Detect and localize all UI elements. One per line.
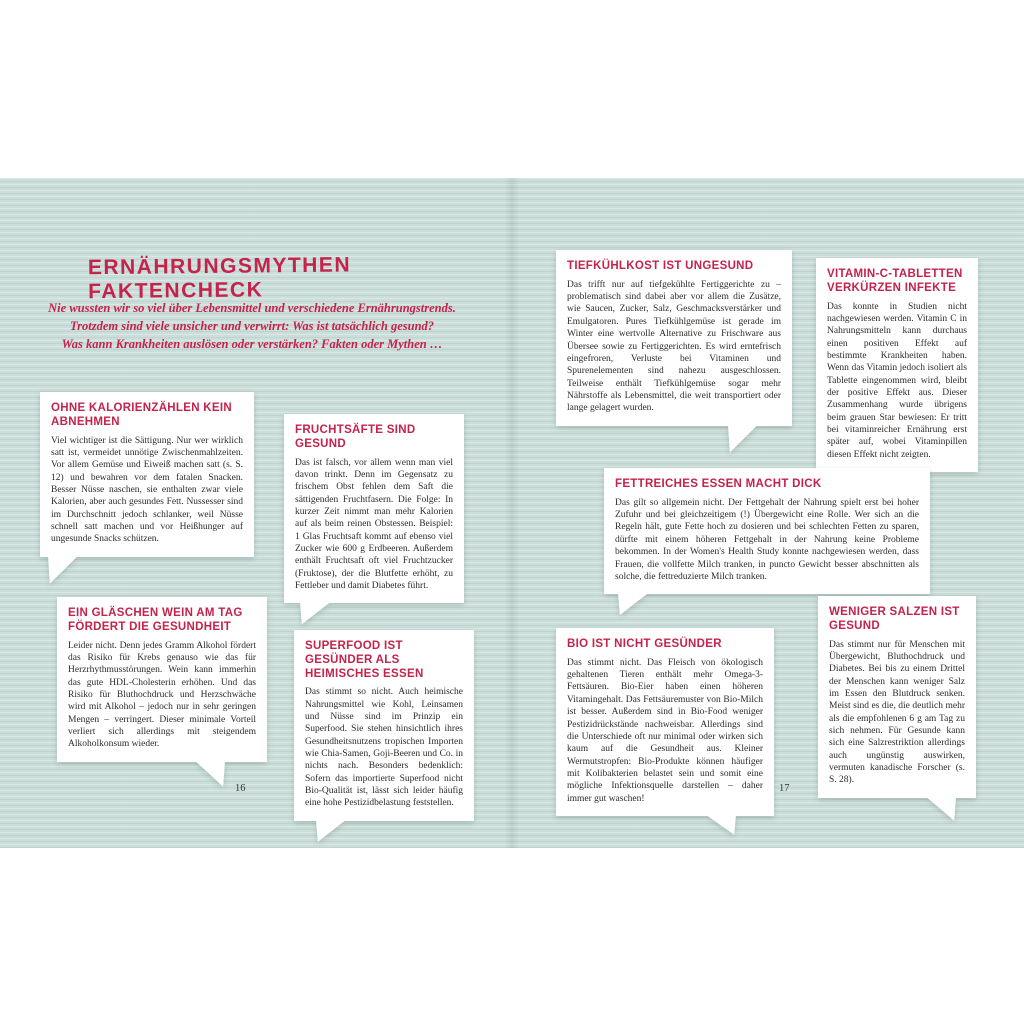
myth-title: FRUCHTSÄFTE SIND GESUND [295,424,416,450]
myth-title: EIN GLÄSCHEN WEIN AM TAG FÖRDERT DIE GESUNDHEIT [68,607,243,633]
myth-body: Viel wichtiger ist die Sättigung. Nur wer wirklich satt ist, vermeidet unnötige Zwischenmahlzeiten. Vor allem Gemüse und Eiweiß machen satt (s. S. 12) und bewahren vor dem fatalen Snacken. Besser Nüsse naschen, sie enthalten zwar viele Kalorien, aber auch gesundes Fett. Nussesser sind im Durchschnitt jedoch schlanker, weil Nüsse schnell satt machen und vor Heißhunger auf ungesunde Snacks schützen. [51,435,243,545]
bubble-fruchtsaefte [284,414,464,603]
bubble-glaeschen-wein [57,597,267,762]
bubble-ohne-kalorienzaehlen [40,392,254,557]
myth-body: Leider nicht. Denn jedes Gramm Alkohol fördert das Risiko für Krebs genauso wie das für Herzrhythmusstörungen. Wein kann immerhin das gute HDL-Cholesterin erhöhen. Und das Risiko für Bluthochdruck und Herzschwäche wird mit Alkohol – jedoch nur in sehr geringen Mengen – verringert. Dieser minimale Vorteil verliert sich allerdings mit steigendem Alkoholkonsum wieder. [68,640,256,750]
myth-body: Das konnte in Studien nicht nachgewiesen werden. Vitamin C in Nahrungsmitteln kann durchaus einen positiven Effekt auf bestimmte Krankheiten haben. Wenn das Vitamin jedoch isoliert als Tablette eingenommen wird, bleibt der positive Effekt aus. Dieser Zusammenhang wurde übrigens beim grauen Star bewiesen: Er tritt bei vitaminreicher Ernährung erst später auf, wobei Vitaminpillen diesen Effekt nicht zeigten. [827,301,967,460]
bubble-vitamin-c-tabletten [816,258,978,472]
page-title: ERNÄHRUNGSMYTHEN FAKTENCHECK [87,253,352,304]
myth-body: Das trifft nur auf tiefgekühlte Fertiggerichte zu – problematisch sind dabei aber vor allem die Zusätze, wie Saucen, Zucker, Salz, Geschmacksverstärker und Emulgatoren. Pures Tiefkühlgemüse ist gerade im Winter eine wertvolle Alternative zu Frischware aus Übersee sowie zu Fertiggerichten. Es wird erntefrisch eingefroren, Verluste bei Vitaminen und Spurenelementen sind nahezu ausgeschlossen. Teilweise enthält Tiefkühlgemüse sogar mehr Nährstoffe als Lebensmittel, die weit transportiert oder lange gelagert wurden. [567,279,781,414]
bubble-fettreiches-essen [604,468,930,594]
bubble-weniger-salzen [818,596,976,798]
intro-text [42,300,462,353]
myth-title: SUPERFOOD IST GESÜNDER ALS HEIMISCHES ESSEN [305,640,424,680]
bubble-superfood [294,630,474,821]
myth-body: Das gilt so allgemein nicht. Der Fettgehalt der Nahrung spielt erst bei hoher Zufuhr und bei gleichzeitigem (!) Übergewicht eine Rolle. Wer sich an die Regeln hält, gute Fette hoch zu dosieren und bei schlechten Fetten zu sparen, dürfte mit einem höheren Fettgehalt in der Nahrung keine Probleme bekommen. In der Women's Health Study konnte nachgewiesen werden, dass Frauen, die vollfette Milch tranken, in puncto Gewicht besser abschnitten als solche, die fettreduzierte Milch tranken. [615,497,919,582]
myth-title: TIEFKÜHLKOST IST UNGESUND [567,260,754,272]
myth-body: Das stimmt so nicht. Auch heimische Nahrungsmittel wie Kohl, Leinsamen und Nüsse sind im Prinzip ein Superfood. Sie stehen hinsichtlich ihres Gesundheitsnutzens tropischen Importen wie Chia-Samen, Goji-Beeren und Co. in nichts nach. Besonders bedenklich: Sofern das importierte Superfood nicht Bio-Qualität ist, lässt sich leider häufig eine hohe Pestizidbelastung feststellen. [305,687,463,809]
page-number-left: 16 [235,783,246,794]
myth-title: OHNE KALORIENZÄHLEN KEIN ABNEHMEN [51,402,232,428]
myth-body: Das stimmt nur für Menschen mit Übergewicht, Bluthochdruck und Diabetes. Bei bis zu einem Drittel der Menschen kann weniger Salz im Essen den Blutdruck senken. Meist sind es die, die deutlich mehr als die empfohlenen 6 g am Tag zu sich nehmen. Für Gesunde kann sich eine Salzrestriktion allerdings auch ungünstig auswirken, vermuten kanadische Forscher (s. S. 28). [829,639,965,786]
myth-body: Das stimmt nicht. Das Fleisch von ökologisch gehaltenen Tieren enthält mehr Omega-3-Fettsäuren. Bio-Eier haben einen höheren Vitamingehalt. Das Fettsäuremuster von Bio-Milch ist besser. Außerdem sind in Bio-Food weniger Pestizidrückstände nachweisbar. Allerdings sind die Unterschiede oft nur minimal oder wirken sich kaum auf die Gesundheit aus. Kleiner Wermutstropfen: Bio-Produkte können häufiger mit Kolibakterien belastet sein und somit eine mögliche Infektionsquelle darstellen – daher immer gut waschen! [567,657,763,804]
myth-title: WENIGER SALZEN IST GESUND [829,606,960,632]
intro-line-3: Was kann Krankheiten auslösen oder verstärken? Fakten oder Mythen … [61,336,443,351]
myth-title: VITAMIN-C-TABLETTEN VERKÜRZEN INFEKTE [827,268,963,294]
bubble-tiefkuehlkost [556,250,792,426]
intro-line-2: Trotzdem sind viele unsicher und verwirrt: Was ist tatsächlich gesund? [69,318,435,333]
intro-line-1: Nie wussten wir so viel über Lebensmittel und verschiedene Ernährungstrends. [48,301,456,315]
page-number-right: 17 [779,783,790,794]
myth-body: Das ist falsch, vor allem wenn man viel davon trinkt. Denn im Gegensatz zu frischem Obst fehlen dem Saft die sättigenden Fruchtfasern. Die Folge: In kurzer Zeit nimmt man mehr Kalorien auf als beim reinen Obstessen. Beispiel: 1 Glas Fruchtsaft kommt auf ebenso viel Zucker wie 600 g Erdbeeren. Außerdem enthält Fruchtsaft oft viel Fruchtzucker (Fruktose), der die Blutfette erhöht, zu Fettleber und damit Diabetes führt. [295,457,453,592]
myth-title: BIO IST NICHT GESÜNDER [567,638,722,650]
myth-title: FETTREICHES ESSEN MACHT DICK [615,478,822,490]
bubble-bio [556,628,774,816]
